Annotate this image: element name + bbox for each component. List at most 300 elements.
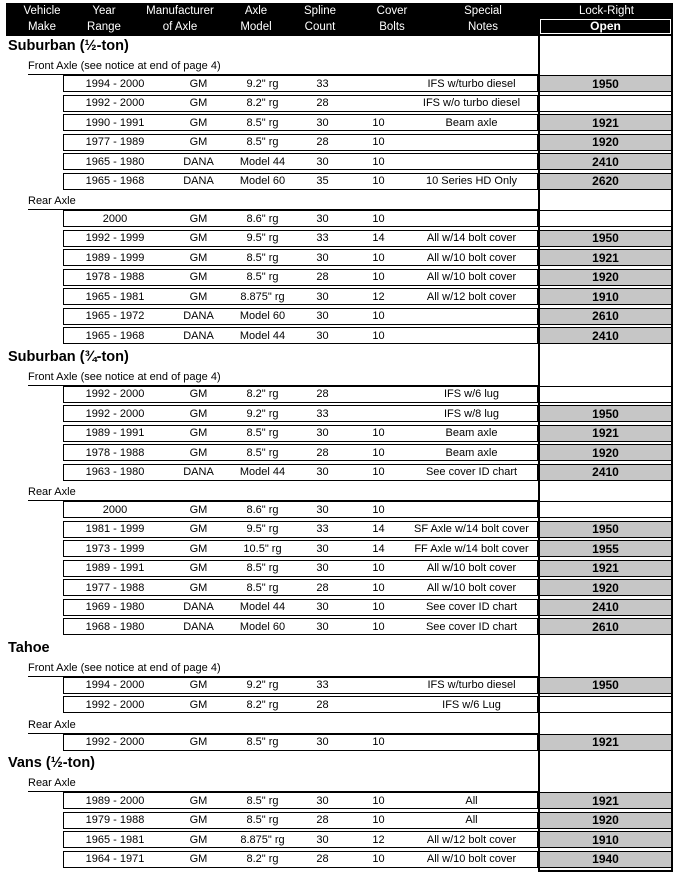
row-box bbox=[63, 677, 538, 694]
row-indent-spacer bbox=[0, 386, 63, 403]
header-label: Year bbox=[92, 5, 116, 17]
axle-model-cell: Model 44 bbox=[239, 601, 286, 613]
spline-count-cell: 30 bbox=[316, 155, 329, 168]
year-range-cell: 1979 - 1988 bbox=[85, 814, 145, 826]
table-row bbox=[0, 249, 675, 266]
year-range-cell: 1968 - 1980 bbox=[85, 620, 145, 633]
spline-count-cell: 28 bbox=[316, 388, 329, 400]
table-row bbox=[0, 464, 675, 481]
special-notes-cell: All w/10 bolt cover bbox=[426, 581, 517, 594]
lockright-open-cell bbox=[538, 95, 673, 112]
spline-count-cell: 30 bbox=[316, 794, 329, 807]
axle-model-cell: 8.2" rg bbox=[246, 698, 279, 711]
axle-group-label: Front Axle (see notice at end of page 4) bbox=[0, 57, 675, 75]
row-box bbox=[63, 560, 538, 577]
cover-bolts-cell: 10 bbox=[372, 116, 385, 129]
axle-model-cell: 8.5" rg bbox=[246, 446, 279, 459]
table-row bbox=[0, 831, 675, 848]
spline-count-cell: 33 bbox=[316, 77, 329, 90]
year-range-cell: 1990 - 1991 bbox=[85, 116, 145, 129]
year-range-cell: 1992 - 2000 bbox=[85, 97, 145, 109]
special-notes-cell: See cover ID chart bbox=[425, 601, 518, 613]
table-row bbox=[0, 75, 675, 92]
manufacturer-cell: GM bbox=[189, 446, 208, 459]
row-box bbox=[63, 230, 538, 247]
header-label: Manufacturer bbox=[146, 5, 214, 17]
row-indent-spacer bbox=[0, 464, 63, 481]
row-indent-spacer bbox=[0, 210, 63, 227]
row-box bbox=[63, 464, 538, 481]
table-body bbox=[0, 36, 675, 870]
spline-count-cell: 28 bbox=[316, 698, 329, 711]
row-indent-spacer bbox=[0, 521, 63, 538]
manufacturer-cell: GM bbox=[189, 679, 208, 691]
cover-bolts-cell: 10 bbox=[372, 427, 385, 439]
spline-count-cell: 35 bbox=[316, 175, 329, 187]
special-notes-cell: IFS w/6 Lug bbox=[442, 698, 501, 711]
special-notes-cell: All w/10 bolt cover bbox=[426, 251, 517, 264]
lockright-open-cell: 1921 bbox=[538, 560, 673, 577]
row-box bbox=[63, 831, 538, 848]
year-range-cell: 1964 - 1971 bbox=[85, 853, 145, 865]
spline-count-cell: 28 bbox=[316, 581, 329, 594]
manufacturer-cell: GM bbox=[189, 736, 208, 748]
axle-model-cell: 8.875" rg bbox=[240, 290, 285, 303]
spline-count-cell: 30 bbox=[316, 251, 329, 264]
cover-bolts-cell: 14 bbox=[372, 232, 385, 244]
axle-model-cell: Model 44 bbox=[239, 329, 286, 342]
axle-group-label: Rear Axle bbox=[0, 716, 675, 734]
row-indent-spacer bbox=[0, 153, 63, 170]
lockright-open-cell: 1950 bbox=[538, 677, 673, 694]
axle-group-label: Rear Axle bbox=[0, 483, 675, 501]
axle-model-cell: 10.5" rg bbox=[243, 542, 282, 555]
manufacturer-cell: GM bbox=[189, 698, 208, 711]
lockright-open-cell: 1921 bbox=[538, 792, 673, 809]
table-row bbox=[0, 618, 675, 635]
special-notes-cell: All w/12 bolt cover bbox=[426, 290, 517, 303]
spline-count-cell: 28 bbox=[316, 97, 329, 109]
year-range-cell: 2000 bbox=[102, 503, 128, 516]
row-indent-spacer bbox=[0, 501, 63, 518]
axle-model-cell: 8.5" rg bbox=[246, 581, 279, 594]
lockright-open-cell: 1950 bbox=[538, 405, 673, 422]
table-row bbox=[0, 173, 675, 190]
spline-count-cell: 30 bbox=[316, 329, 329, 342]
cover-bolts-cell: 10 bbox=[372, 310, 385, 322]
special-notes-cell: SF Axle w/14 bolt cover bbox=[414, 523, 529, 535]
spline-count-cell: 28 bbox=[316, 271, 329, 283]
lockright-open-cell: 1955 bbox=[538, 540, 673, 557]
spline-count-cell: 33 bbox=[316, 407, 329, 420]
year-range-cell: 1965 - 1980 bbox=[85, 155, 145, 168]
table-row bbox=[0, 210, 675, 227]
row-box bbox=[63, 425, 538, 442]
spline-count-cell: 30 bbox=[316, 562, 329, 574]
manufacturer-cell: DANA bbox=[183, 620, 214, 633]
row-box bbox=[63, 269, 538, 286]
table-row bbox=[0, 521, 675, 538]
row-indent-spacer bbox=[0, 173, 63, 190]
special-notes-cell: All w/10 bolt cover bbox=[426, 271, 517, 283]
axle-model-cell: 8.2" rg bbox=[246, 853, 279, 865]
cover-bolts-cell: 10 bbox=[372, 794, 385, 807]
row-box bbox=[63, 288, 538, 305]
manufacturer-cell: DANA bbox=[183, 329, 214, 342]
lockright-open-cell bbox=[538, 501, 673, 518]
lockright-open-cell: 1921 bbox=[538, 734, 673, 751]
special-notes-cell: Beam axle bbox=[445, 427, 498, 439]
row-box bbox=[63, 521, 538, 538]
table-row bbox=[0, 851, 675, 868]
header-label: Model bbox=[240, 21, 272, 33]
row-indent-spacer bbox=[0, 444, 63, 461]
row-box bbox=[63, 444, 538, 461]
axle-model-cell: Model 44 bbox=[239, 466, 286, 478]
row-indent-spacer bbox=[0, 75, 63, 92]
row-indent-spacer bbox=[0, 327, 63, 344]
axle-model-cell: 9.2" rg bbox=[246, 407, 279, 420]
row-indent-spacer bbox=[0, 851, 63, 868]
manufacturer-cell: GM bbox=[189, 97, 208, 109]
axle-model-cell: 8.5" rg bbox=[246, 814, 279, 826]
axle-group-label: Front Axle (see notice at end of page 4) bbox=[0, 368, 675, 386]
table-row bbox=[0, 425, 675, 442]
cover-bolts-cell: 10 bbox=[372, 212, 385, 225]
spline-count-cell: 28 bbox=[316, 853, 329, 865]
manufacturer-cell: GM bbox=[189, 523, 208, 535]
row-indent-spacer bbox=[0, 288, 63, 305]
row-box bbox=[63, 114, 538, 131]
table-row bbox=[0, 792, 675, 809]
cover-bolts-cell: 10 bbox=[372, 446, 385, 459]
lockright-open-cell: 1920 bbox=[538, 444, 673, 461]
manufacturer-cell: DANA bbox=[183, 310, 214, 322]
axle-model-cell: 8.2" rg bbox=[246, 388, 279, 400]
spline-count-cell: 30 bbox=[316, 310, 329, 322]
row-box bbox=[63, 386, 538, 403]
year-range-cell: 1965 - 1968 bbox=[85, 175, 145, 187]
cover-bolts-cell: 10 bbox=[372, 175, 385, 187]
axle-model-cell: 8.6" rg bbox=[246, 503, 279, 516]
manufacturer-cell: GM bbox=[189, 116, 208, 129]
row-indent-spacer bbox=[0, 95, 63, 112]
row-indent-spacer bbox=[0, 230, 63, 247]
lockright-open-cell: 2410 bbox=[538, 153, 673, 170]
header-label: Bolts bbox=[379, 21, 405, 33]
cover-bolts-cell: 10 bbox=[372, 581, 385, 594]
lockright-open-cell bbox=[538, 386, 673, 403]
year-range-cell: 2000 bbox=[102, 212, 128, 225]
row-box bbox=[63, 405, 538, 422]
cover-bolts-cell: 10 bbox=[372, 562, 385, 574]
axle-model-cell: 9.2" rg bbox=[246, 679, 279, 691]
special-notes-cell: All bbox=[465, 814, 478, 826]
year-range-cell: 1981 - 1999 bbox=[85, 523, 145, 535]
special-notes-cell: See cover ID chart bbox=[425, 466, 518, 478]
header-cell-spline-count bbox=[282, 3, 358, 36]
row-indent-spacer bbox=[0, 425, 63, 442]
axle-group-label: Rear Axle bbox=[0, 774, 675, 792]
lockright-open-cell: 1910 bbox=[538, 288, 673, 305]
row-box bbox=[63, 696, 538, 713]
table-row bbox=[0, 134, 675, 151]
header-label: Axle bbox=[244, 5, 268, 17]
lockright-open-cell: 2410 bbox=[538, 464, 673, 481]
spline-count-cell: 30 bbox=[316, 290, 329, 303]
year-range-cell: 1977 - 1988 bbox=[85, 581, 145, 594]
table-row bbox=[0, 579, 675, 596]
row-box bbox=[63, 75, 538, 92]
year-range-cell: 1994 - 2000 bbox=[85, 679, 145, 691]
special-notes-cell: All w/10 bolt cover bbox=[426, 853, 517, 865]
spline-count-cell: 30 bbox=[316, 620, 329, 633]
row-box bbox=[63, 540, 538, 557]
row-box bbox=[63, 792, 538, 809]
row-indent-spacer bbox=[0, 696, 63, 713]
cover-bolts-cell: 14 bbox=[372, 542, 385, 555]
table-row bbox=[0, 444, 675, 461]
spline-count-cell: 33 bbox=[316, 523, 329, 535]
row-indent-spacer bbox=[0, 579, 63, 596]
manufacturer-cell: DANA bbox=[183, 175, 214, 187]
year-range-cell: 1992 - 2000 bbox=[85, 698, 145, 711]
manufacturer-cell: GM bbox=[189, 794, 208, 807]
row-box bbox=[63, 173, 538, 190]
cover-bolts-cell: 10 bbox=[372, 136, 385, 148]
special-notes-cell: IFS w/turbo diesel bbox=[427, 679, 516, 691]
header-label: of Axle bbox=[162, 21, 198, 33]
header-label: Special bbox=[464, 5, 502, 17]
manufacturer-cell: GM bbox=[189, 136, 208, 148]
row-indent-spacer bbox=[0, 792, 63, 809]
row-indent-spacer bbox=[0, 269, 63, 286]
spline-count-cell: 30 bbox=[316, 833, 329, 846]
special-notes-cell: All w/10 bolt cover bbox=[426, 562, 517, 574]
special-notes-cell: IFS w/6 lug bbox=[443, 388, 500, 400]
lockright-open-cell: 1950 bbox=[538, 75, 673, 92]
special-notes-cell: IFS w/o turbo diesel bbox=[422, 97, 521, 109]
special-notes-cell: All w/12 bolt cover bbox=[426, 833, 517, 846]
cover-bolts-cell: 10 bbox=[372, 620, 385, 633]
axle-model-cell: 8.5" rg bbox=[246, 251, 279, 264]
axle-model-cell: Model 60 bbox=[239, 310, 286, 322]
manufacturer-cell: GM bbox=[189, 212, 208, 225]
manufacturer-cell: GM bbox=[189, 427, 208, 439]
year-range-cell: 1994 - 2000 bbox=[85, 77, 145, 90]
axle-model-cell: 9.5" rg bbox=[246, 523, 279, 535]
cover-bolts-cell: 14 bbox=[372, 523, 385, 535]
special-notes-cell: All bbox=[465, 794, 478, 807]
header-label: Range bbox=[87, 21, 121, 33]
lockright-open-cell: 1920 bbox=[538, 269, 673, 286]
axle-model-cell: 8.6" rg bbox=[246, 212, 279, 225]
table-row bbox=[0, 734, 675, 751]
manufacturer-cell: GM bbox=[189, 853, 208, 865]
row-indent-spacer bbox=[0, 134, 63, 151]
special-notes-cell: 10 Series HD Only bbox=[425, 175, 518, 187]
row-box bbox=[63, 618, 538, 635]
lockright-open-cell: 1940 bbox=[538, 851, 673, 868]
row-box bbox=[63, 501, 538, 518]
year-range-cell: 1965 - 1972 bbox=[85, 310, 145, 322]
section-title: Tahoe bbox=[8, 639, 50, 656]
manufacturer-cell: GM bbox=[189, 542, 208, 555]
row-box bbox=[63, 327, 538, 344]
lockright-open-header: Open bbox=[538, 17, 673, 36]
axle-model-cell: 8.5" rg bbox=[246, 271, 279, 283]
lockright-open-cell: 1910 bbox=[538, 831, 673, 848]
section-title: Suburban (½-ton) bbox=[8, 38, 129, 54]
year-range-cell: 1989 - 1999 bbox=[85, 251, 145, 264]
row-box bbox=[63, 308, 538, 325]
axle-model-cell: 8.5" rg bbox=[246, 427, 279, 439]
table-row bbox=[0, 677, 675, 694]
row-box bbox=[63, 95, 538, 112]
table-row bbox=[0, 114, 675, 131]
lockright-open-cell: 1950 bbox=[538, 521, 673, 538]
special-notes-cell: IFS w/8 lug bbox=[443, 407, 500, 420]
special-notes-cell: All w/14 bolt cover bbox=[426, 232, 517, 244]
section-title: Vans (½-ton) bbox=[8, 755, 96, 771]
special-notes-cell: Beam axle bbox=[445, 116, 498, 129]
manufacturer-cell: GM bbox=[189, 581, 208, 594]
row-indent-spacer bbox=[0, 599, 63, 616]
header-cell-special-notes bbox=[426, 3, 540, 36]
spline-count-cell: 30 bbox=[316, 212, 329, 225]
year-range-cell: 1978 - 1988 bbox=[85, 271, 145, 283]
lockright-open-cell bbox=[538, 696, 673, 713]
header-label: Spline bbox=[304, 5, 336, 17]
axle-model-cell: 8.2" rg bbox=[246, 97, 279, 109]
year-range-cell: 1989 - 2000 bbox=[85, 794, 145, 807]
table-row bbox=[0, 153, 675, 170]
year-range-cell: 1977 - 1989 bbox=[85, 136, 145, 148]
spline-count-cell: 28 bbox=[316, 814, 329, 826]
manufacturer-cell: GM bbox=[189, 833, 208, 846]
cover-bolts-cell: 10 bbox=[372, 251, 385, 264]
axle-model-cell: Model 60 bbox=[239, 620, 286, 633]
row-indent-spacer bbox=[0, 618, 63, 635]
table-row bbox=[0, 386, 675, 403]
lockright-open-cell: 2610 bbox=[538, 308, 673, 325]
row-indent-spacer bbox=[0, 734, 63, 751]
special-notes-cell: See cover ID chart bbox=[425, 620, 518, 633]
lockright-open-cell: 2410 bbox=[538, 599, 673, 616]
cover-bolts-cell: 10 bbox=[372, 814, 385, 826]
cover-bolts-cell: 12 bbox=[372, 290, 385, 303]
row-indent-spacer bbox=[0, 249, 63, 266]
header-cell-cover-bolts bbox=[358, 3, 426, 36]
special-notes-cell: FF Axle w/14 bolt cover bbox=[414, 542, 529, 555]
header-label: Vehicle bbox=[23, 5, 61, 17]
manufacturer-cell: DANA bbox=[183, 155, 214, 168]
cover-bolts-cell: 10 bbox=[372, 503, 385, 516]
year-range-cell: 1963 - 1980 bbox=[85, 466, 145, 478]
header-label: Make bbox=[27, 21, 57, 33]
row-box bbox=[63, 210, 538, 227]
year-range-cell: 1973 - 1999 bbox=[85, 542, 145, 555]
header-cell-year-range bbox=[78, 3, 130, 36]
table-row bbox=[0, 599, 675, 616]
row-indent-spacer bbox=[0, 812, 63, 829]
cover-bolts-cell: 10 bbox=[372, 329, 385, 342]
section-title: Suburban (¾-ton) bbox=[8, 348, 129, 365]
row-indent-spacer bbox=[0, 114, 63, 131]
manufacturer-cell: GM bbox=[189, 251, 208, 264]
manufacturer-cell: GM bbox=[189, 562, 208, 574]
row-box bbox=[63, 599, 538, 616]
row-indent-spacer bbox=[0, 308, 63, 325]
lockright-open-cell: 1921 bbox=[538, 425, 673, 442]
cover-bolts-cell: 10 bbox=[372, 155, 385, 168]
row-indent-spacer bbox=[0, 540, 63, 557]
manufacturer-cell: GM bbox=[189, 503, 208, 516]
year-range-cell: 1992 - 2000 bbox=[85, 736, 145, 748]
manufacturer-cell: DANA bbox=[183, 466, 214, 478]
manufacturer-cell: GM bbox=[189, 388, 208, 400]
table-row bbox=[0, 696, 675, 713]
row-box bbox=[63, 134, 538, 151]
cover-bolts-cell: 10 bbox=[372, 466, 385, 478]
row-box bbox=[63, 734, 538, 751]
axle-model-cell: 9.5" rg bbox=[246, 232, 279, 244]
table-row bbox=[0, 308, 675, 325]
lockright-open-cell: 1950 bbox=[538, 230, 673, 247]
year-range-cell: 1978 - 1988 bbox=[85, 446, 145, 459]
axle-model-cell: 8.875" rg bbox=[240, 833, 285, 846]
table-row bbox=[0, 230, 675, 247]
spline-count-cell: 33 bbox=[316, 679, 329, 691]
row-box bbox=[63, 153, 538, 170]
row-indent-spacer bbox=[0, 831, 63, 848]
spline-count-cell: 30 bbox=[316, 427, 329, 439]
table-row bbox=[0, 95, 675, 112]
spline-count-cell: 30 bbox=[316, 736, 329, 748]
spline-count-cell: 33 bbox=[316, 232, 329, 244]
spline-count-cell: 30 bbox=[316, 503, 329, 516]
axle-model-cell: 9.2" rg bbox=[246, 77, 279, 90]
header-label: Count bbox=[304, 21, 336, 33]
axle-model-cell: 8.5" rg bbox=[246, 562, 279, 574]
axle-group-label: Rear Axle bbox=[0, 192, 675, 210]
axle-model-cell: Model 60 bbox=[239, 175, 286, 187]
row-box bbox=[63, 579, 538, 596]
table-row bbox=[0, 288, 675, 305]
axle-group-label: Front Axle (see notice at end of page 4) bbox=[0, 659, 675, 677]
manufacturer-cell: GM bbox=[189, 271, 208, 283]
table-row bbox=[0, 501, 675, 518]
cover-bolts-cell: 10 bbox=[372, 271, 385, 283]
year-range-cell: 1969 - 1980 bbox=[85, 601, 145, 613]
header-cell-manufacturer bbox=[130, 3, 230, 36]
table-row bbox=[0, 560, 675, 577]
row-indent-spacer bbox=[0, 560, 63, 577]
cover-bolts-cell: 12 bbox=[372, 833, 385, 846]
manufacturer-cell: GM bbox=[189, 232, 208, 244]
spline-count-cell: 28 bbox=[316, 136, 329, 148]
year-range-cell: 1965 - 1968 bbox=[85, 329, 145, 342]
lockright-open-cell: 1921 bbox=[538, 114, 673, 131]
lockright-open-cell: 1920 bbox=[538, 579, 673, 596]
table-row bbox=[0, 405, 675, 422]
year-range-cell: 1992 - 1999 bbox=[85, 232, 145, 244]
spline-count-cell: 30 bbox=[316, 466, 329, 478]
lockright-open-cell: 1920 bbox=[538, 134, 673, 151]
row-indent-spacer bbox=[0, 405, 63, 422]
year-range-cell: 1992 - 2000 bbox=[85, 407, 145, 420]
manufacturer-cell: DANA bbox=[183, 601, 214, 613]
